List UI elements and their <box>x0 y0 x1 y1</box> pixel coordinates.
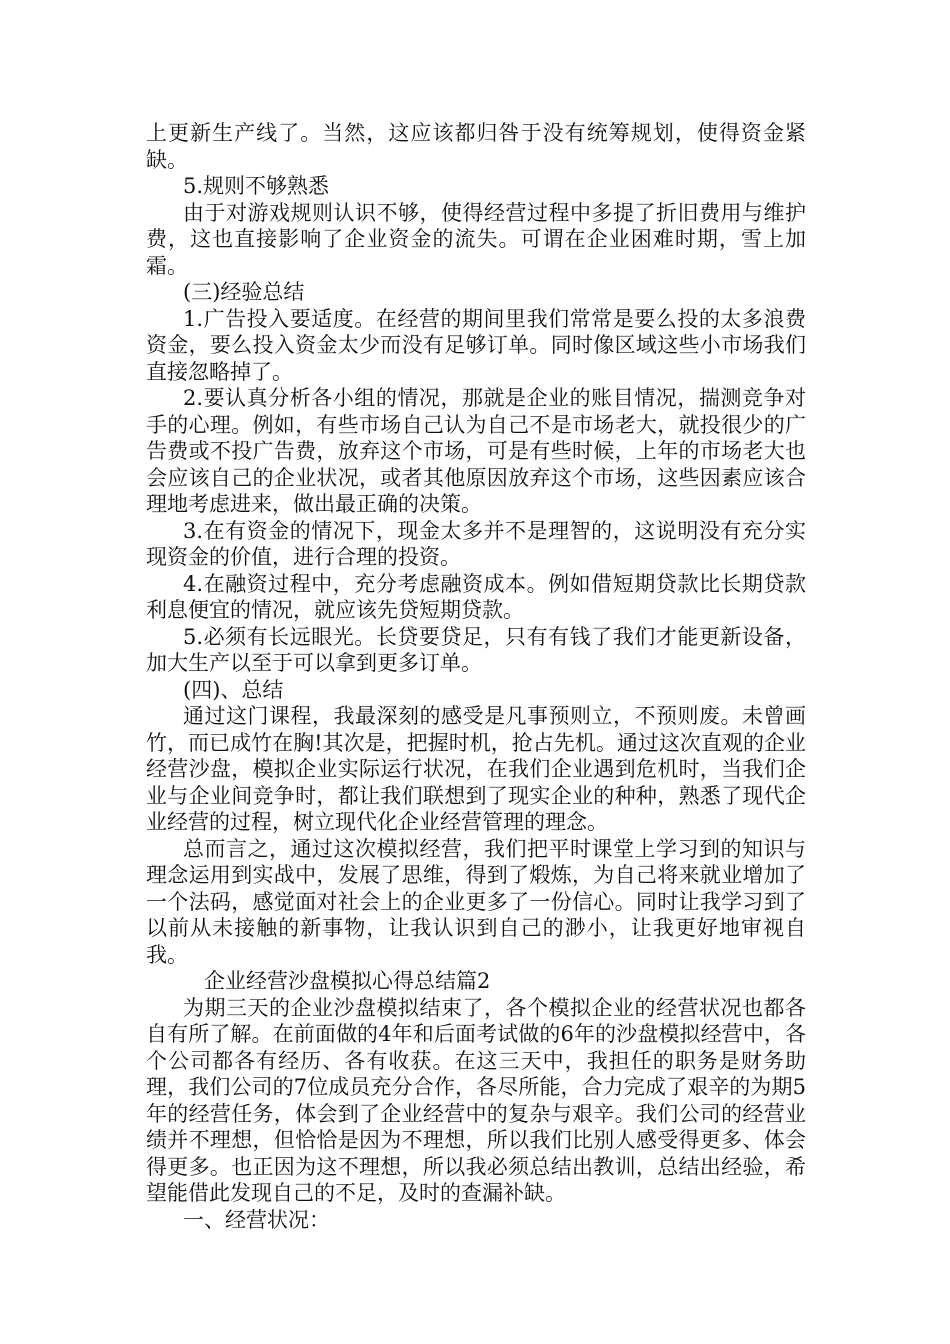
paragraph-item-2: 2.要认真分析各小组的情况，那就是企业的账目情况，揣测竞争对手的心理。例如，有些市场自己认为自己不是市场老大，就投很少的广告费或不投广告费，放弃这个市场，可是有些时候，上年的市场老大也会应该自己的企业状况，或者其他原因放弃这个市场，这些因素应该合理地考虑进来，做出最正确的决策。 <box>146 386 806 516</box>
section-heading-operations: 一、经营状况： <box>183 1207 330 1232</box>
paragraph-rules: 由于对游戏规则认识不够，使得经营过程中多提了折旧费用与维护费，这也直接影响了企业资金的流失。可谓在企业困难时期，雪上加霜。 <box>146 200 806 278</box>
paragraph-item-1: 1.广告投入要适度。在经营的期间里我们常常是要么投的太多浪费资金，要么投入资金太少而没有足够订单。同时像区域这些小市场我们直接忽略掉了。 <box>146 306 806 384</box>
section-heading-experience: (三)经验总结 <box>183 280 305 304</box>
article-title-part-2: 企业经营沙盘模拟心得总结篇2 <box>204 969 491 993</box>
section-heading-summary: (四)、总结 <box>183 677 284 702</box>
paragraph-summary-2: 总而言之，通过这次模拟经营，我们把平时课堂上学习到的知识与理念运用到实战中，发展了思维，得到了煅炼，为自己将来就业增加了一个法码，感觉面对社会上的企业更多了一份信心。同时让我学习到了以前从未接触的新事物，让我认识到自己的渺小，让我更好地审视自我。 <box>146 836 806 967</box>
document-page <box>146 120 806 1233</box>
paragraph-item-3: 3.在有资金的情况下，现金太多并不是理智的，这说明没有充分实现资金的价值，进行合理的投资。 <box>146 518 806 569</box>
paragraph-intro-part-2: 为期三天的企业沙盘模拟结束了，各个模拟企业的经营状况也都各自有所了解。在前面做的4年和后面考试做的6年的沙盘模拟经营中，各个公司都各有经历、各有收获。在这三天中，我担任的职务是财务助理，我们公司的7位成员充分合作，各尽所能，合力完成了艰辛的为期5年的经营任务，体会到了企业经营中的复杂与艰辛。我们公司的经营业绩并不理想，但恰恰是因为不理想，所以我们比别人感受得更多、体会得更多。也正因为这不理想，所以我必须总结出教训，总结出经验，希望能借此发现自己的不足，及时的查漏补缺。 <box>146 995 806 1205</box>
paragraph-summary-1: 通过这门课程，我最深刻的感受是凡事预则立，不预则废。未曾画竹，而已成竹在胸!其次是，把握时机，抢占先机。通过这次直观的企业经营沙盘，模拟企业实际运行状况，在我们企业遇到危机时，当我们企业与企业间竞争时，都让我们联想到了现实企业的种种，熟悉了现代企业经营的过程，树立现代化企业经营管理的理念。 <box>146 704 806 834</box>
subheading-rules: 5.规则不够熟悉 <box>183 174 330 198</box>
paragraph-item-5: 5.必须有长远眼光。长贷要贷足，只有有钱了我们才能更新设备，加大生产以至于可以拿到更多订单。 <box>146 624 806 675</box>
paragraph-item-4: 4.在融资过程中，充分考虑融资成本。例如借短期贷款比长期贷款利息便宜的情况，就应该先贷短期贷款。 <box>146 571 806 622</box>
paragraph-continuation: 上更新生产线了。当然，这应该都归咎于没有统筹规划，使得资金紧缺。 <box>146 121 806 172</box>
